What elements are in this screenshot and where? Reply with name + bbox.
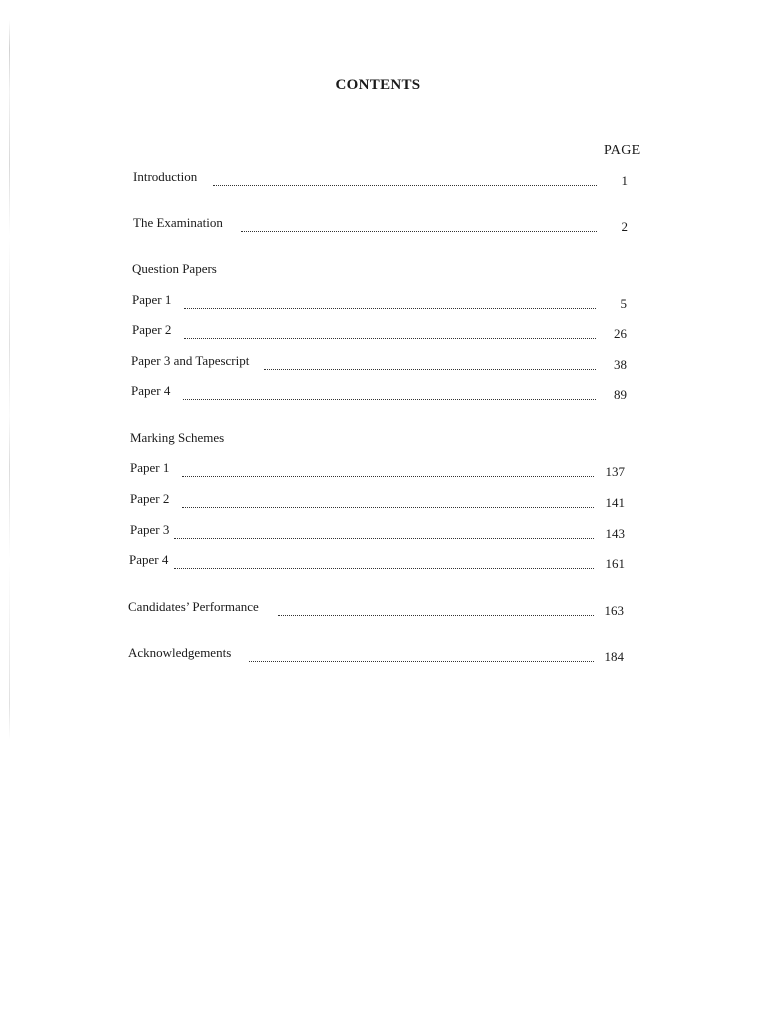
toc-entry-label: Paper 2: [130, 491, 170, 506]
dot-leader: [184, 294, 596, 309]
toc-entry-page: 5: [620, 296, 627, 311]
dot-leader: [264, 355, 596, 370]
toc-entry-question-paper-3: [131, 353, 628, 373]
toc-entry-page: 1: [621, 173, 628, 188]
toc-entry-page: 141: [605, 495, 625, 510]
dot-leader: [213, 171, 597, 186]
dot-leader: [241, 217, 597, 232]
toc-entry-page: 143: [605, 526, 625, 541]
dot-leader: [182, 462, 594, 477]
scan-edge-artifact: [9, 20, 10, 740]
toc-entry-page: 26: [614, 326, 627, 341]
dot-leader: [182, 493, 594, 508]
toc-entry-page: 137: [605, 464, 625, 479]
toc-entry-label: Acknowledgements: [128, 645, 232, 660]
section-heading-marking-schemes: Marking Schemes: [130, 430, 225, 445]
toc-entry-label: Paper 1: [130, 460, 170, 475]
dot-leader: [174, 554, 594, 569]
toc-entry-label: The Examination: [133, 215, 223, 230]
toc-entry-label: Paper 3: [130, 522, 170, 537]
toc-entry-page: 38: [614, 357, 627, 372]
toc-entry-introduction: [133, 169, 628, 189]
toc-entry-marking-paper-2: [130, 491, 628, 511]
toc-entry-marking-paper-4: [129, 552, 628, 572]
toc-entry-page: 163: [604, 603, 624, 618]
toc-entry-page: 2: [621, 219, 628, 234]
toc-entry-page: 161: [605, 556, 625, 571]
toc-entry-label: Paper 2: [132, 322, 172, 337]
dot-leader: [183, 385, 596, 400]
dot-leader: [249, 647, 594, 662]
page-title: CONTENTS: [335, 77, 421, 93]
toc-entry-candidates-performance: [128, 599, 628, 619]
section-heading-question-papers: Question Papers: [132, 261, 217, 276]
page-column-heading: PAGE: [604, 143, 641, 158]
toc-entry-label: Candidates’ Performance: [128, 599, 259, 614]
dot-leader: [174, 524, 594, 539]
toc-entry-label: Paper 4: [129, 552, 169, 567]
dot-leader: [184, 324, 596, 339]
toc-entry-marking-paper-1: [130, 460, 628, 480]
toc-entry-page: 89: [614, 387, 627, 402]
toc-entry-question-paper-2: [132, 322, 628, 342]
toc-entry-label: Paper 1: [132, 292, 172, 307]
toc-entry-acknowledgements: [128, 645, 628, 665]
toc-entry-question-paper-4: [131, 383, 628, 403]
toc-entry-label: Paper 4: [131, 383, 171, 398]
toc-entry-the-examination: [133, 215, 628, 235]
toc-entry-question-paper-1: [132, 292, 628, 312]
toc-entry-marking-paper-3: [130, 522, 628, 542]
toc-entry-label: Paper 3 and Tapescript: [131, 353, 250, 368]
dot-leader: [278, 601, 594, 616]
toc-entry-label: Introduction: [133, 169, 198, 184]
toc-entry-page: 184: [604, 649, 624, 664]
